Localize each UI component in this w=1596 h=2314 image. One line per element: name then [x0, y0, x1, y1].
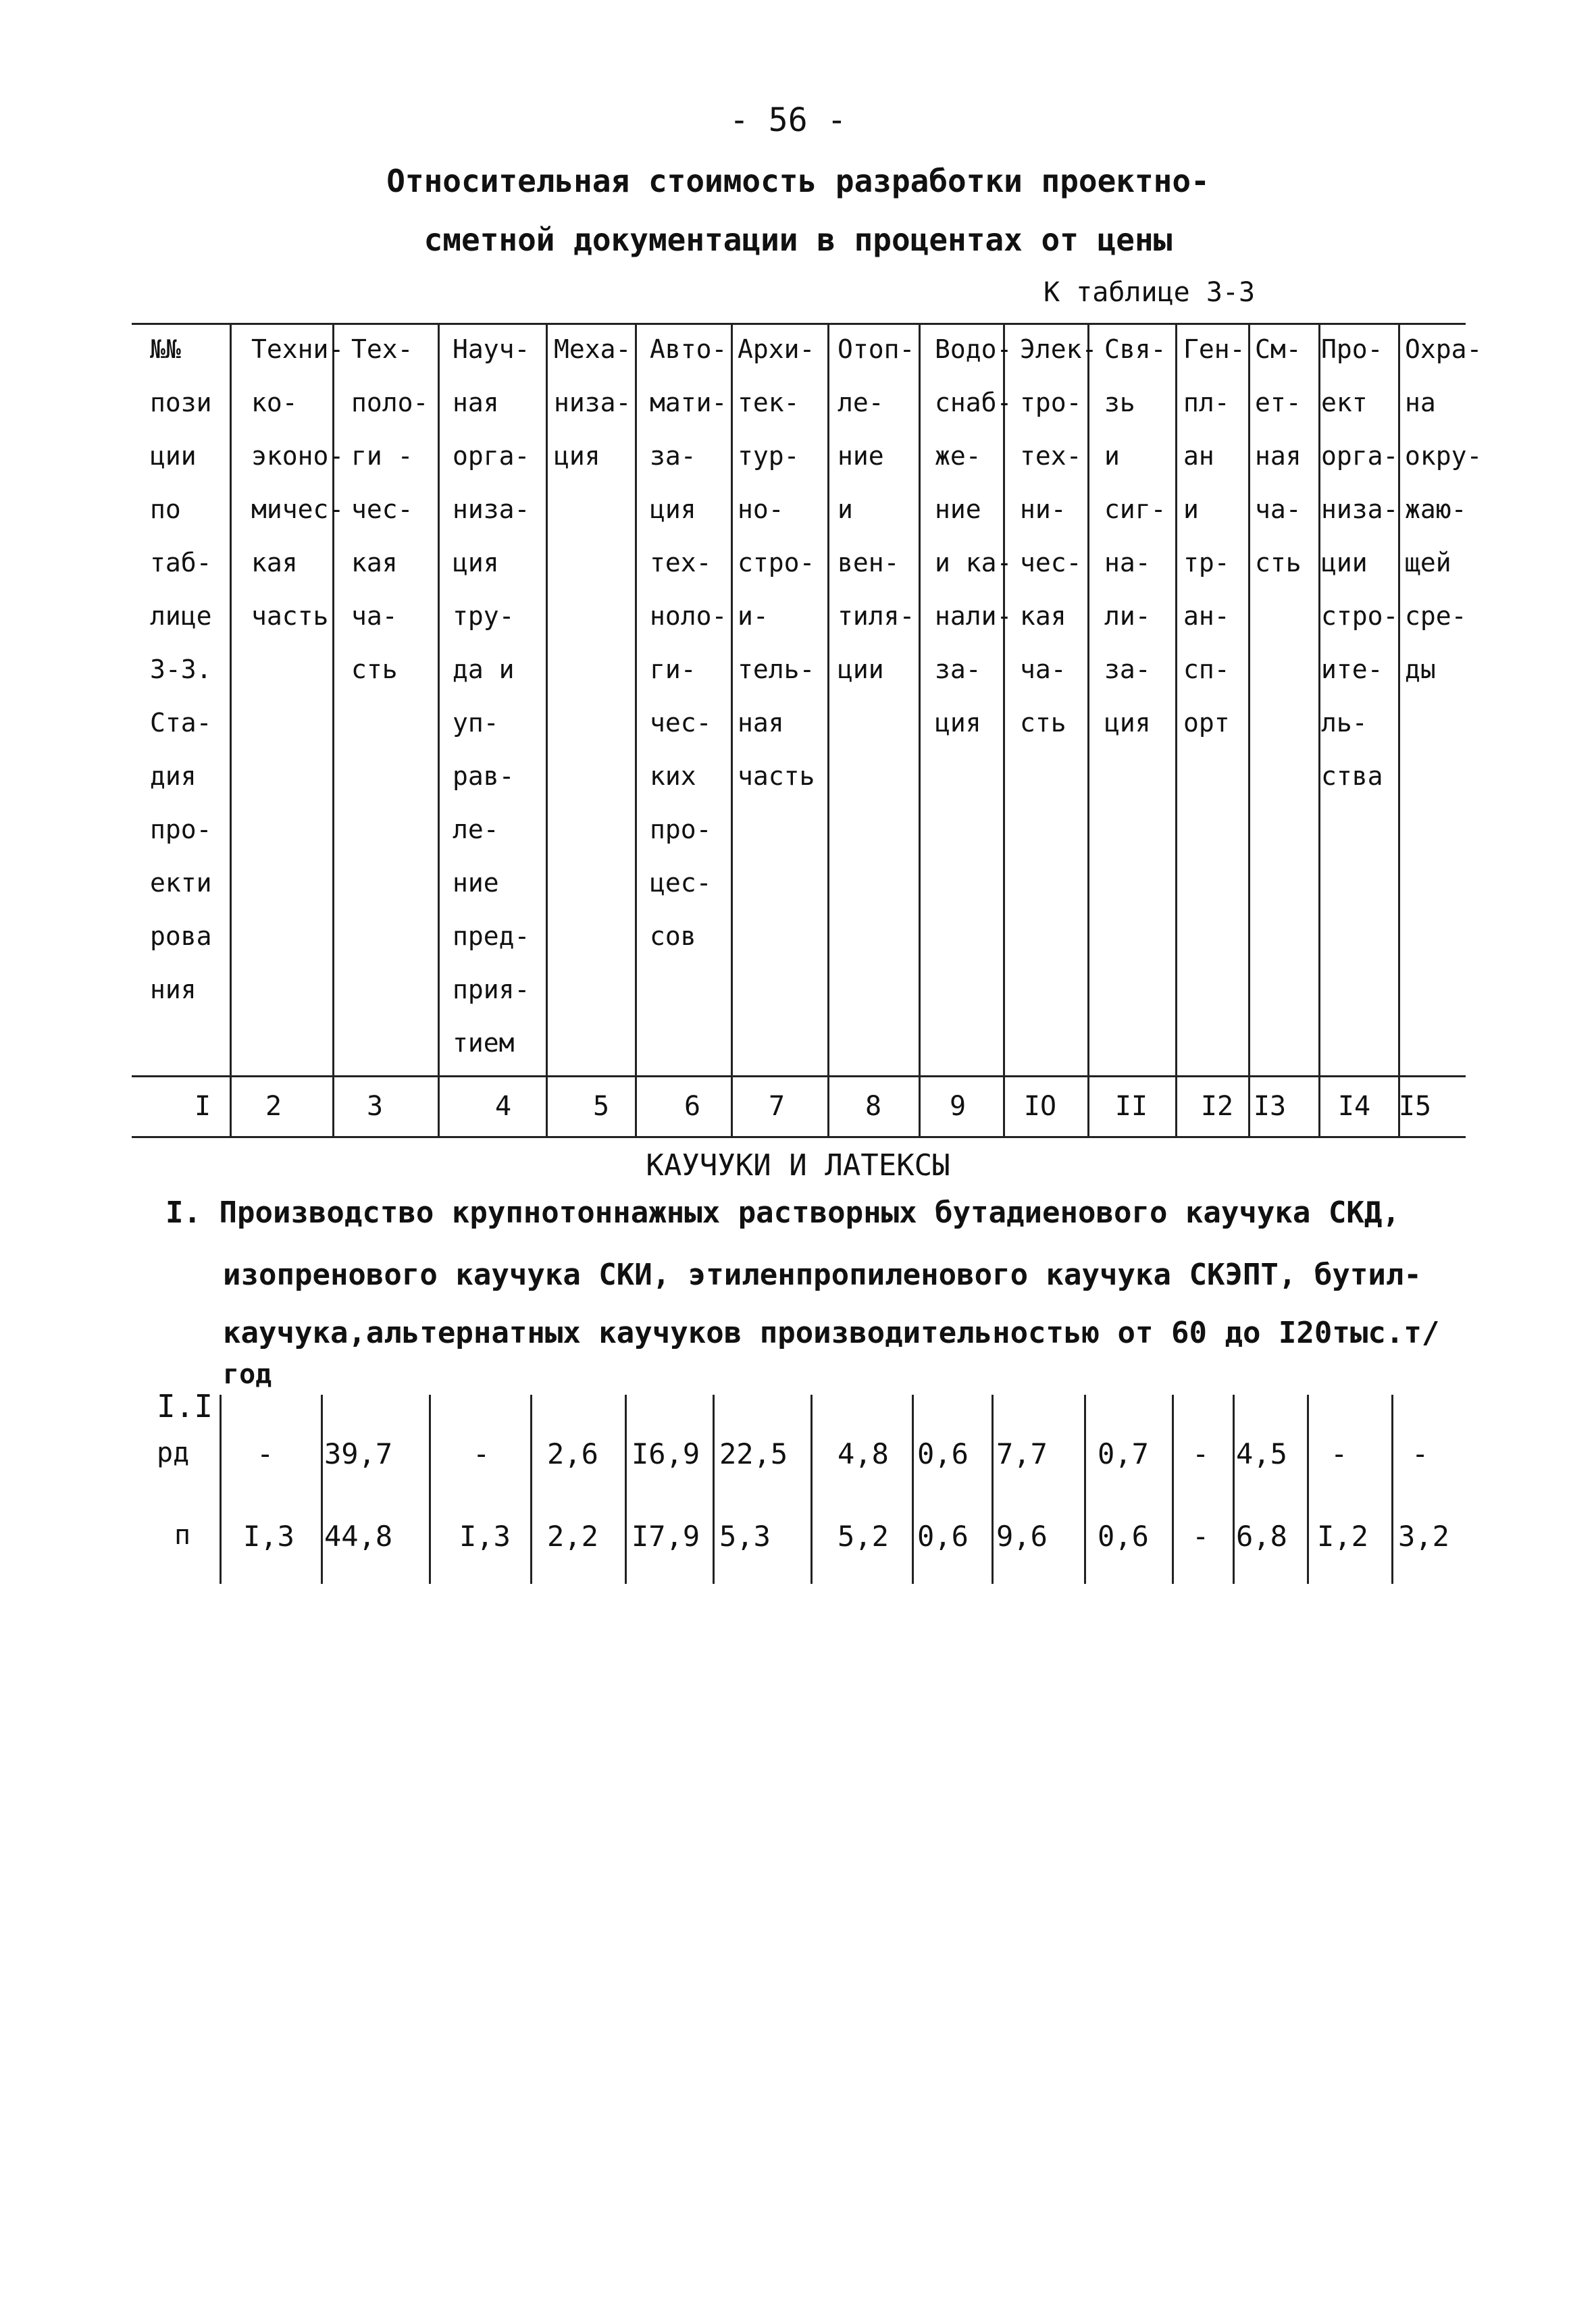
table-cell: - [473, 1437, 490, 1470]
column-divider [230, 323, 232, 1137]
row-column-divider [321, 1395, 323, 1584]
table-cell: 0,6 [917, 1520, 969, 1553]
header-col-12-line: тр- [1183, 548, 1230, 577]
column-number: I3 [1253, 1091, 1287, 1122]
table-cell: 0,6 [917, 1437, 969, 1470]
header-col-12-line: сп- [1183, 654, 1230, 684]
column-number: 8 [865, 1091, 882, 1122]
header-col-11-line: ли- [1104, 601, 1151, 631]
header-col-6-line: ких [650, 761, 696, 791]
table-cell: 7,7 [996, 1437, 1048, 1470]
header-col-10-line: ча- [1020, 654, 1066, 684]
header-col-13 [1255, 323, 1302, 590]
table-cell: - [1192, 1437, 1210, 1470]
header-col-7-line: тур- [738, 441, 800, 471]
header-col-1-line: лице [150, 601, 212, 631]
item-text-line-4: год [223, 1359, 272, 1390]
row-column-divider [810, 1395, 813, 1584]
header-col-15-line: Охра- [1405, 334, 1483, 364]
header-col-15-line: на [1405, 388, 1436, 417]
header-col-4 [453, 323, 530, 1070]
header-col-6-line: тех- [650, 548, 712, 577]
header-col-15-line: жаю- [1405, 494, 1467, 524]
header-col-2-line: часть [251, 601, 329, 631]
page-title-line-1: Относительная стоимость разработки проектно- [386, 163, 1210, 199]
header-col-2-line: кая [251, 548, 298, 577]
header-col-10-line: кая [1020, 601, 1066, 631]
row-column-divider [1172, 1395, 1174, 1584]
header-col-9-line: нали- [935, 601, 1012, 631]
item-text-line-1: I. Производство крупнотоннажных растворных бутадиенового каучука СКД, [165, 1195, 1400, 1230]
header-col-4-line: Науч- [453, 334, 530, 364]
header-col-6-line: про- [650, 815, 712, 844]
header-col-13-line: сть [1255, 548, 1302, 577]
header-col-4-line: тру- [453, 601, 515, 631]
column-divider [731, 323, 733, 1137]
header-col-6-line: Авто- [650, 334, 727, 364]
header-col-2-line: ко- [251, 388, 298, 417]
header-col-8-line: тиля- [838, 601, 915, 631]
row-column-divider [992, 1395, 994, 1584]
header-col-5-line: низа- [554, 388, 632, 417]
header-col-8-line: ле- [838, 388, 884, 417]
header-col-11-line: на- [1104, 548, 1151, 577]
header-col-2 [251, 323, 344, 643]
header-col-7-line: часть [738, 761, 815, 791]
column-divider [827, 323, 829, 1137]
table-cell: 0,7 [1098, 1437, 1149, 1470]
header-col-11-line: и [1104, 441, 1120, 471]
table-cell: - [1331, 1437, 1348, 1470]
header-col-9-line: ция [935, 708, 981, 738]
column-divider [919, 323, 921, 1137]
header-col-6-line: ноло- [650, 601, 727, 631]
header-col-3-line: ча- [351, 601, 398, 631]
header-col-9-line: и ка- [935, 548, 1012, 577]
table-cell: I,3 [459, 1520, 511, 1553]
column-number: II [1114, 1091, 1148, 1122]
table-cell: - [257, 1437, 274, 1470]
column-number: I4 [1337, 1091, 1371, 1122]
table-cell: 6,8 [1236, 1520, 1287, 1553]
item-text-line-2: изопренового каучука СКИ, этиленпропиленового каучука СКЭПТ, бутил- [223, 1258, 1422, 1292]
header-col-4-line: пред- [453, 921, 530, 951]
header-col-11-line: сиг- [1104, 494, 1166, 524]
table-cell: 44,8 [324, 1520, 393, 1553]
table-cell: I7,9 [632, 1520, 700, 1553]
header-col-6-line: за- [650, 441, 696, 471]
column-divider [1175, 323, 1177, 1137]
header-col-9-line: за- [935, 654, 981, 684]
header-col-14 [1321, 323, 1398, 803]
header-col-1-line: дия [150, 761, 197, 791]
table-cell: 4,5 [1236, 1437, 1287, 1470]
header-col-4-line: ная [453, 388, 499, 417]
table-cell: 4,8 [838, 1437, 889, 1470]
row-column-divider [429, 1395, 431, 1584]
column-number: 4 [494, 1091, 512, 1122]
header-col-7 [738, 323, 815, 803]
column-number: I2 [1200, 1091, 1234, 1122]
header-col-15-line: сре- [1405, 601, 1467, 631]
column-number: 6 [684, 1091, 701, 1122]
column-number: IO [1023, 1091, 1057, 1122]
header-col-12-line: пл- [1183, 388, 1230, 417]
row-column-divider [1307, 1395, 1309, 1584]
header-col-11-line: за- [1104, 654, 1151, 684]
header-col-13-line: ет- [1255, 388, 1302, 417]
header-col-5-line: Меха- [554, 334, 632, 364]
column-divider [546, 323, 548, 1137]
header-col-9-line: ние [935, 494, 981, 524]
header-col-8-line: Отоп- [838, 334, 915, 364]
header-col-15-line: окру- [1405, 441, 1483, 471]
header-col-10 [1020, 323, 1097, 750]
column-number: I5 [1398, 1091, 1432, 1122]
table-cell: 2,6 [547, 1437, 598, 1470]
header-col-15 [1405, 323, 1482, 696]
page-number: - 56 - [729, 101, 847, 139]
table-cell: I,2 [1317, 1520, 1368, 1553]
table-cell: - [1192, 1520, 1210, 1553]
table-reference: К таблице 3-3 [1044, 277, 1256, 308]
row-column-divider [1233, 1395, 1235, 1584]
header-col-8-line: вен- [838, 548, 900, 577]
header-col-1 [150, 323, 212, 1017]
header-col-14-line: ства [1321, 761, 1383, 791]
header-col-10-line: тро- [1020, 388, 1082, 417]
section-title: КАУЧУКИ И ЛАТЕКСЫ [646, 1148, 950, 1183]
header-col-13-line: См- [1255, 334, 1302, 364]
header-col-6 [650, 323, 727, 963]
header-col-2-line: мичес- [251, 494, 344, 524]
header-col-7-line: но- [738, 494, 784, 524]
table-cell: 5,3 [719, 1520, 771, 1553]
header-col-13-line: ча- [1255, 494, 1302, 524]
header-col-4-line: да и [453, 654, 515, 684]
header-col-8-line: ние [838, 441, 884, 471]
header-col-7-line: стро- [738, 548, 815, 577]
header-col-14-line: ции [1321, 548, 1368, 577]
table-cell: 22,5 [719, 1437, 788, 1470]
row-column-divider [625, 1395, 627, 1584]
header-col-13-line: ная [1255, 441, 1302, 471]
header-col-11 [1104, 323, 1166, 750]
header-col-10-line: чес- [1020, 548, 1082, 577]
header-col-10-line: ни- [1020, 494, 1066, 524]
header-col-12 [1183, 323, 1245, 750]
header-col-14-line: орга- [1321, 441, 1399, 471]
header-col-4-line: ние [453, 868, 499, 898]
header-col-12-line: ан- [1183, 601, 1230, 631]
header-col-14-line: итe- [1321, 654, 1383, 684]
row-column-divider [713, 1395, 715, 1584]
table-cell: 5,2 [838, 1520, 889, 1553]
header-col-5 [554, 323, 631, 483]
row-column-divider [530, 1395, 532, 1584]
header-col-15-line: ды [1405, 654, 1436, 684]
header-col-6-line: цес- [650, 868, 712, 898]
column-number: 5 [592, 1091, 610, 1122]
header-col-6-line: чес- [650, 708, 712, 738]
header-col-3-line: кая [351, 548, 398, 577]
header-col-2-line: эконо- [251, 441, 344, 471]
column-number: 9 [949, 1091, 967, 1122]
header-col-7-line: тек- [738, 388, 800, 417]
header-col-8 [838, 323, 915, 696]
column-divider [635, 323, 637, 1137]
header-col-6-line: ция [650, 494, 696, 524]
header-col-3-line: сть [351, 654, 398, 684]
header-col-6-line: мати- [650, 388, 727, 417]
table-cell: 9,6 [996, 1520, 1048, 1553]
table-cell: - [1412, 1437, 1429, 1470]
header-col-4-line: ле- [453, 815, 499, 844]
header-col-9-line: снаб- [935, 388, 1012, 417]
stage-label: рд [157, 1437, 190, 1468]
item-text-line-3: каучука,альтернатных каучуков производительностью от 60 до I20тыс.т/ [223, 1316, 1440, 1350]
table-cell: 0,6 [1098, 1520, 1149, 1553]
header-col-3-line: ги - [351, 441, 413, 471]
row-column-divider [912, 1395, 914, 1584]
header-col-14-line: ль- [1321, 708, 1368, 738]
header-col-11-line: зь [1104, 388, 1135, 417]
header-col-14-line: Про- [1321, 334, 1383, 364]
header-col-9 [935, 323, 1012, 750]
header-col-12-line: ан [1183, 441, 1214, 471]
header-col-14-line: низа- [1321, 494, 1399, 524]
table-cell: 2,2 [547, 1520, 598, 1553]
header-col-1-line: екти [150, 868, 212, 898]
table-cell: I6,9 [632, 1437, 700, 1470]
header-col-8-line: и [838, 494, 853, 524]
header-col-1-line: 3-3. [150, 654, 212, 684]
header-col-9-line: же- [935, 441, 981, 471]
header-col-1-line: про- [150, 815, 212, 844]
header-col-4-line: прия- [453, 975, 530, 1004]
header-col-1-line: таб- [150, 548, 212, 577]
header-col-4-line: низа- [453, 494, 530, 524]
header-col-11-line: ция [1104, 708, 1151, 738]
header-col-12-line: Ген- [1183, 334, 1245, 364]
header-col-8-line: ции [838, 654, 884, 684]
header-col-7-line: и- [738, 601, 769, 631]
stage-label: п [174, 1520, 191, 1551]
header-col-9-line: Водо- [935, 334, 1012, 364]
column-divider [438, 323, 440, 1137]
header-col-3 [351, 323, 428, 696]
column-number: 3 [366, 1091, 384, 1122]
page-title-line-2: сметной документации в процентах от цены [423, 222, 1173, 258]
header-col-4-line: рав- [453, 761, 515, 791]
header-col-12-line: и [1183, 494, 1199, 524]
header-col-7-line: Архи- [738, 334, 815, 364]
column-number: 7 [768, 1091, 786, 1122]
header-col-6-line: сов [650, 921, 696, 951]
row-column-divider [220, 1395, 222, 1584]
table-cell: 39,7 [324, 1437, 393, 1470]
header-col-10-line: сть [1020, 708, 1066, 738]
header-col-10-line: Элек- [1020, 334, 1098, 364]
header-col-4-line: ция [453, 548, 499, 577]
header-col-6-line: ги- [650, 654, 696, 684]
header-col-3-line: чес- [351, 494, 413, 524]
header-col-1-line: ния [150, 975, 197, 1004]
row-column-divider [1084, 1395, 1086, 1584]
header-col-1-line: по [150, 494, 181, 524]
column-divider [1248, 323, 1250, 1137]
header-col-12-line: орт [1183, 708, 1230, 738]
header-col-7-line: ная [738, 708, 784, 738]
header-col-3-line: поло- [351, 388, 429, 417]
column-number: I [194, 1091, 211, 1122]
table-cell: 3,2 [1398, 1520, 1449, 1553]
header-col-7-line: тель- [738, 654, 815, 684]
subitem-number: I.I [157, 1388, 213, 1424]
header-col-1-line: рова [150, 921, 212, 951]
header-col-14-line: ект [1321, 388, 1368, 417]
header-col-10-line: тех- [1020, 441, 1082, 471]
header-col-1-line: Ста- [150, 708, 212, 738]
column-divider [1318, 323, 1320, 1137]
header-col-4-line: уп- [453, 708, 499, 738]
header-col-14-line: стро- [1321, 601, 1399, 631]
header-col-2-line: Техни- [251, 334, 344, 364]
row-column-divider [1391, 1395, 1393, 1584]
header-col-4-line: орга- [453, 441, 530, 471]
column-number: 2 [265, 1091, 282, 1122]
header-col-1-line: ции [150, 441, 197, 471]
header-col-4-line: тием [453, 1028, 515, 1058]
header-col-11-line: Свя- [1104, 334, 1166, 364]
header-col-1-line: №№ [150, 334, 181, 364]
column-divider [1398, 323, 1400, 1137]
header-col-1-line: пози [150, 388, 212, 417]
table-cell: I,3 [243, 1520, 294, 1553]
header-col-5-line: ция [554, 441, 600, 471]
header-col-3-line: Тех- [351, 334, 413, 364]
header-col-15-line: щей [1405, 548, 1451, 577]
